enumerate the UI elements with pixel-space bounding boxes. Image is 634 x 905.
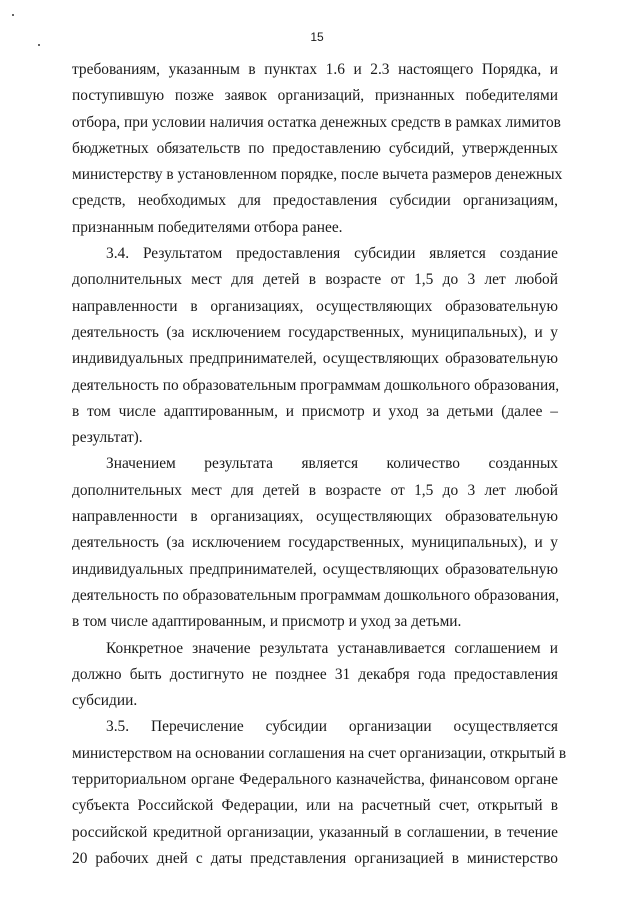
text-line: средств, необходимых для предоставления субсидии организациям, bbox=[72, 192, 558, 210]
text-line: 3.5. Перечисление субсидии организации осуществляется bbox=[106, 718, 558, 736]
text-line: деятельность по образовательным программам дошкольного образования, bbox=[72, 586, 560, 604]
scan-speck bbox=[12, 14, 14, 16]
text-line: 3.4. Результатом предоставления субсидии является создание bbox=[106, 245, 558, 263]
text-line: отбора, при условии наличия остатка денежных средств в рамках лимитов bbox=[72, 113, 561, 131]
text-line: Значением результата является количество созданных bbox=[106, 455, 558, 473]
text-line: деятельность (за исключением государственных, муниципальных), и у bbox=[72, 323, 558, 341]
text-line: дополнительных мест для детей в возрасте от 1,5 до 3 лет любой bbox=[72, 271, 558, 289]
text-line: индивидуальных предпринимателей, осуществляющих образовательную bbox=[72, 560, 558, 578]
page-number: 15 bbox=[310, 30, 324, 44]
text-line: требованиям, указанным в пунктах 1.6 и 2.3 настоящего Порядка, и bbox=[72, 61, 558, 78]
scan-speck bbox=[38, 44, 40, 46]
document-body bbox=[72, 57, 567, 872]
text-line: должно быть достигнуто не позднее 31 декабря года предоставления bbox=[72, 665, 558, 683]
text-line: субсидии. bbox=[72, 692, 138, 710]
text-line: в том числе адаптированным, и присмотр и уход за детьми (далее – bbox=[72, 402, 558, 420]
text-line: министерством на основании соглашения на счет организации, открытый в bbox=[72, 744, 567, 762]
text-line: министерству в установленном порядке, после вычета размеров денежных bbox=[72, 166, 563, 184]
paragraph-specific-value bbox=[72, 636, 558, 715]
paragraph-3-4 bbox=[72, 241, 558, 451]
text-line: Конкретное значение результата устанавливается соглашением и bbox=[106, 639, 558, 657]
text-line: результат). bbox=[72, 429, 143, 447]
text-line: признанным победителями отбора ранее. bbox=[72, 218, 343, 236]
text-line: российской кредитной организации, указанный в соглашении, в течение bbox=[72, 823, 558, 841]
text-line: направленности в организациях, осуществляющих образовательную bbox=[72, 508, 558, 526]
paragraph-3-5 bbox=[72, 714, 567, 872]
text-line: индивидуальных предпринимателей, осуществляющих образовательную bbox=[72, 350, 558, 368]
text-line: деятельность по образовательным программам дошкольного образования, bbox=[72, 376, 560, 394]
text-line: направленности в организациях, осуществляющих образовательную bbox=[72, 297, 558, 315]
text-line: территориальном органе Федерального казначейства, финансовом органе bbox=[72, 771, 558, 789]
text-line: дополнительных мест для детей в возрасте от 1,5 до 3 лет любой bbox=[72, 481, 558, 499]
text-line: 20 рабочих дней с даты представления организацией в министерство bbox=[72, 849, 558, 867]
paragraph-result-value bbox=[72, 451, 558, 635]
text-line: деятельность (за исключением государственных, муниципальных), и у bbox=[72, 534, 558, 552]
text-line: субъекта Российской Федерации, или на расчетный счет, открытый в bbox=[72, 797, 558, 815]
text-line: в том числе адаптированным, и присмотр и уход за детьми. bbox=[72, 613, 462, 631]
text-line: поступившую позже заявок организаций, признанных победителями bbox=[72, 87, 558, 105]
paragraph-continuation bbox=[72, 57, 563, 241]
text-line: бюджетных обязательств по предоставлению субсидий, утвержденных bbox=[72, 139, 558, 157]
